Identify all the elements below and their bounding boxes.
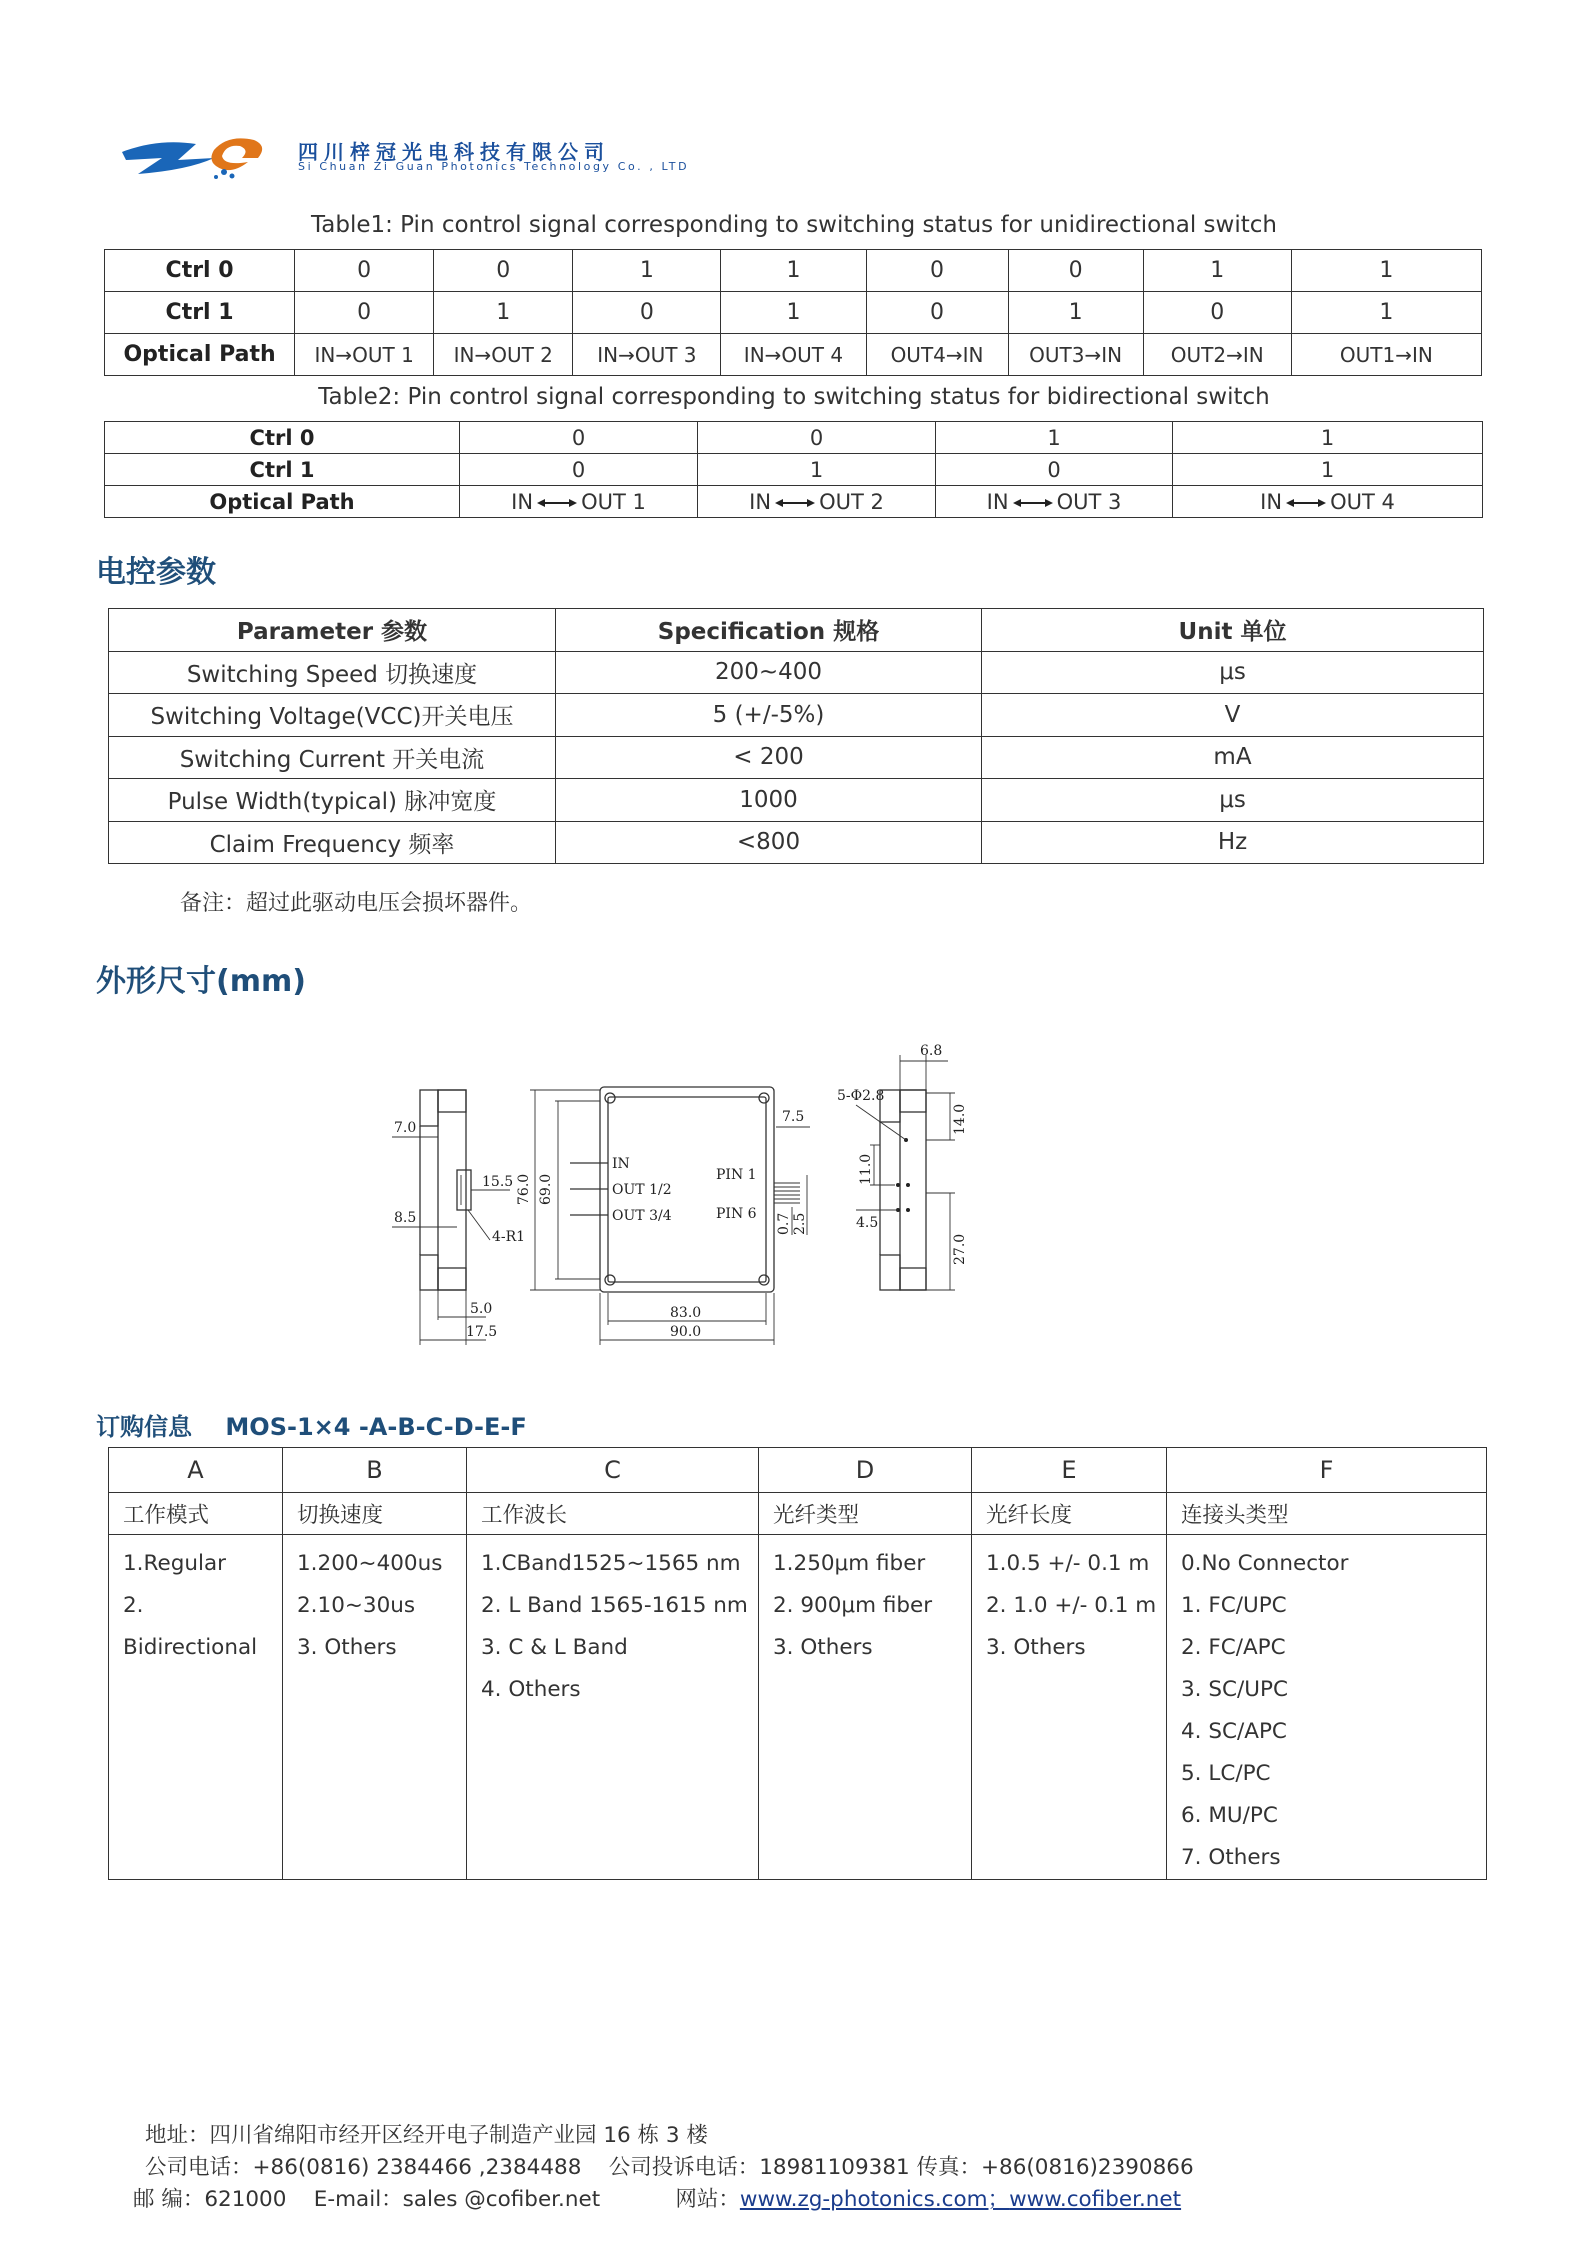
company-name-en: Si Chuan Zi Guan Photonics Technology Co. , LTD <box>298 160 690 173</box>
row-label: Optical Path <box>105 486 460 518</box>
dim-front-07: 0.7 <box>776 1212 792 1235</box>
table-cell: 0 <box>295 292 434 334</box>
path-from: IN <box>1260 489 1283 514</box>
option-letter: C <box>467 1448 759 1493</box>
table-cell: IN→OUT 2 <box>434 334 573 376</box>
dim-right-68: 6.8 <box>920 1043 943 1059</box>
table-label-row <box>109 1493 1487 1535</box>
table-cell: 1000 <box>556 779 982 822</box>
ordering-model: MOS-1×4 -A-B-C-D-E-F <box>225 1413 527 1441</box>
path-to: OUT 1 <box>581 489 646 514</box>
option-label: 光纤长度 <box>972 1493 1167 1535</box>
dim-front-75: 7.5 <box>782 1109 805 1125</box>
table-cell: 1 <box>1291 250 1481 292</box>
table-cell: 1 <box>936 422 1173 454</box>
option-item: 2. 900μm fiber <box>773 1593 933 1618</box>
table-cell: 1 <box>1291 292 1481 334</box>
option-letter: D <box>759 1448 972 1493</box>
table-cell: mA <box>982 736 1484 779</box>
option-letter: A <box>109 1448 283 1493</box>
table-cell: OUT2→IN <box>1143 334 1291 376</box>
table-cell: 1 <box>1173 454 1483 486</box>
table-cell: μs <box>982 651 1484 694</box>
table1-caption: Table1: Pin control signal corresponding to switching status for unidirectional switch <box>311 212 1277 238</box>
option-list <box>1167 1535 1487 1880</box>
table-cell: OUT1→IN <box>1291 334 1481 376</box>
table-row <box>105 334 1482 376</box>
footer-postcode: 邮 编：621000 <box>133 2187 287 2212</box>
dim-front-900: 90.0 <box>670 1324 702 1340</box>
row-label: Ctrl 0 <box>105 422 460 454</box>
table-cell: Claim Frequency 频率 <box>109 821 556 864</box>
footer-website-link-1[interactable]: www.zg-photonics.com； <box>739 2187 1010 2212</box>
option-item: 3. C & L Band <box>481 1635 628 1660</box>
option-item: 1. FC/UPC <box>1181 1593 1287 1618</box>
electrical-table <box>108 608 1484 864</box>
dim-side-175: 17.5 <box>466 1324 498 1340</box>
dim-right-140: 14.0 <box>952 1103 968 1135</box>
table-cell: 0 <box>866 250 1008 292</box>
table-cell: 0 <box>1143 292 1291 334</box>
table2-caption: Table2: Pin control signal corresponding to switching status for bidirectional switch <box>318 384 1270 410</box>
option-label: 工作波长 <box>467 1493 759 1535</box>
dim-side-155: 15.5 <box>482 1174 514 1190</box>
table-row <box>109 694 1484 737</box>
table-cell: 0 <box>460 454 698 486</box>
table-cell: 1 <box>721 292 866 334</box>
table-cell: V <box>982 694 1484 737</box>
dim-front-830: 83.0 <box>670 1305 702 1321</box>
table-cell: 0 <box>698 422 936 454</box>
option-item: Bidirectional <box>123 1635 258 1660</box>
label-pin6: PIN 6 <box>716 1206 757 1222</box>
option-list <box>109 1535 283 1880</box>
column-header: Parameter 参数 <box>109 609 556 652</box>
table-cell: Pulse Width(typical) 脉冲宽度 <box>109 779 556 822</box>
option-item: 3. SC/UPC <box>1181 1677 1288 1702</box>
dim-front-25: 2.5 <box>792 1212 808 1235</box>
option-item: 1.Regular <box>123 1551 226 1576</box>
table-row <box>109 821 1484 864</box>
ordering-table <box>108 1447 1487 1880</box>
footer-phones <box>145 2150 1194 2181</box>
option-list <box>972 1535 1167 1880</box>
table-cell: 1 <box>573 250 721 292</box>
table-row <box>105 422 1483 454</box>
table-cell: 0 <box>295 250 434 292</box>
table-cell: 0 <box>573 292 721 334</box>
table-cell: 0 <box>1008 250 1143 292</box>
bidirectional-arrow-icon <box>775 497 815 509</box>
table-cell: μs <box>982 779 1484 822</box>
option-item: 4. SC/APC <box>1181 1719 1287 1744</box>
path-to: OUT 3 <box>1056 489 1122 514</box>
dim-front-690: 69.0 <box>538 1173 554 1205</box>
option-item: 2. FC/APC <box>1181 1635 1286 1660</box>
table-cell: 1 <box>1143 250 1291 292</box>
table2 <box>104 421 1483 518</box>
electrical-heading: 电控参数 <box>96 555 216 590</box>
option-item: 1.CBand1525~1565 nm <box>481 1551 741 1576</box>
label-pin1: PIN 1 <box>716 1167 757 1183</box>
table-row <box>105 454 1483 486</box>
option-item: 3. Others <box>297 1635 397 1660</box>
ordering-title <box>96 1407 527 1442</box>
footer-address: 地址：四川省绵阳市经开区经开电子制造产业园 16 栋 3 楼 <box>145 2123 708 2148</box>
table-cell: 0 <box>936 454 1173 486</box>
dim-right-270: 27.0 <box>952 1233 968 1265</box>
table-row <box>105 250 1482 292</box>
label-out12: OUT 1/2 <box>612 1182 672 1198</box>
option-item: 1.200~400us <box>297 1551 443 1576</box>
option-item: 2. <box>123 1593 144 1618</box>
table-cell: IN→OUT 4 <box>721 334 866 376</box>
footer-contact <box>133 2182 1181 2213</box>
path-from: IN <box>511 489 534 514</box>
table-options-row <box>109 1535 1487 1880</box>
option-letter: E <box>972 1448 1167 1493</box>
option-item: 0.No Connector <box>1181 1551 1349 1576</box>
option-label: 光纤类型 <box>759 1493 972 1535</box>
electrical-note: 备注：超过此驱动电压会损坏器件。 <box>180 891 533 916</box>
bidirectional-arrow-icon <box>537 497 577 509</box>
table-cell: 0 <box>434 250 573 292</box>
footer-website-link-2[interactable]: www.cofiber.net <box>1009 2187 1182 2212</box>
table-cell: < 200 <box>556 736 982 779</box>
optical-path-cell <box>1173 486 1483 518</box>
table-header-row <box>109 609 1484 652</box>
column-header: Unit 单位 <box>982 609 1484 652</box>
dim-side-r1: 4-R1 <box>492 1229 526 1245</box>
column-header: Specification 规格 <box>556 609 982 652</box>
option-list <box>283 1535 467 1880</box>
table-cell: Switching Speed 切换速度 <box>109 651 556 694</box>
table-row <box>105 486 1483 518</box>
table-cell: Hz <box>982 821 1484 864</box>
option-list <box>467 1535 759 1880</box>
option-letter: B <box>283 1448 467 1493</box>
table-cell: IN→OUT 1 <box>295 334 434 376</box>
optical-path-cell <box>936 486 1173 518</box>
table-cell: <800 <box>556 821 982 864</box>
dimensions-heading: 外形尺寸(mm) <box>96 964 306 999</box>
table-row <box>109 736 1484 779</box>
dim-front-760: 76.0 <box>516 1173 532 1205</box>
table-row <box>109 651 1484 694</box>
optical-path-cell <box>460 486 698 518</box>
footer-website-label: 网站： <box>675 2187 740 2212</box>
table-cell: 1 <box>1173 422 1483 454</box>
table-cell: IN→OUT 3 <box>573 334 721 376</box>
dimension-drawing <box>380 1035 1240 1365</box>
option-item: 3. Others <box>773 1635 873 1660</box>
label-out34: OUT 3/4 <box>612 1208 672 1224</box>
footer-phone: 公司电话：+86(0816) 2384466 ,2384488 <box>145 2155 582 2180</box>
table-row <box>109 779 1484 822</box>
table-cell: 1 <box>721 250 866 292</box>
row-label: Ctrl 1 <box>105 454 460 486</box>
dim-right-110: 11.0 <box>858 1153 874 1185</box>
table1 <box>104 249 1482 376</box>
table-header-row <box>109 1448 1487 1493</box>
option-item: 2. L Band 1565-1615 nm <box>481 1593 748 1618</box>
ordering-title-cn: 订购信息 <box>96 1413 192 1441</box>
dim-right-phi: 5-Φ2.8 <box>837 1088 885 1104</box>
table-cell: 5 (+/-5%) <box>556 694 982 737</box>
option-label: 切换速度 <box>283 1493 467 1535</box>
option-item: 1.0.5 +/- 0.1 m <box>986 1551 1150 1576</box>
table-cell: 1 <box>434 292 573 334</box>
table-cell: Switching Voltage(VCC)开关电压 <box>109 694 556 737</box>
path-from: IN <box>749 489 772 514</box>
option-item: 5. LC/PC <box>1181 1761 1271 1786</box>
row-label: Ctrl 0 <box>105 250 295 292</box>
option-item: 2. 1.0 +/- 0.1 m <box>986 1593 1157 1618</box>
dim-side-85: 8.5 <box>394 1210 417 1226</box>
path-to: OUT 2 <box>819 489 884 514</box>
table-cell: Switching Current 开关电流 <box>109 736 556 779</box>
row-label: Ctrl 1 <box>105 292 295 334</box>
footer-complaint: 公司投诉电话：18981109381 传真：+86(0816)2390866 <box>608 2155 1194 2180</box>
option-label: 连接头类型 <box>1167 1493 1487 1535</box>
path-from: IN <box>986 489 1009 514</box>
option-label: 工作模式 <box>109 1493 283 1535</box>
option-letter: F <box>1167 1448 1487 1493</box>
table-cell: 0 <box>866 292 1008 334</box>
option-item: 2.10~30us <box>297 1593 416 1618</box>
option-item: 7. Others <box>1181 1845 1281 1870</box>
footer-email: E-mail：sales @cofiber.net <box>313 2187 601 2212</box>
option-item: 1.250μm fiber <box>773 1551 926 1576</box>
option-item: 4. Others <box>481 1677 581 1702</box>
path-to: OUT 4 <box>1330 489 1395 514</box>
option-list <box>759 1535 972 1880</box>
company-logo <box>118 130 278 182</box>
dim-side-7: 7.0 <box>394 1120 417 1136</box>
table-cell: OUT4→IN <box>866 334 1008 376</box>
bidirectional-arrow-icon <box>1013 497 1053 509</box>
label-in: IN <box>612 1156 630 1172</box>
table-cell: 1 <box>1008 292 1143 334</box>
table-row <box>105 292 1482 334</box>
dim-side-50: 5.0 <box>470 1301 493 1317</box>
bidirectional-arrow-icon <box>1286 497 1326 509</box>
front-view <box>516 1087 810 1345</box>
row-label: Optical Path <box>105 334 295 376</box>
dim-right-45: 4.5 <box>856 1215 879 1231</box>
option-item: 6. MU/PC <box>1181 1803 1278 1828</box>
company-name-cn: 四川梓冠光电科技有限公司 <box>298 140 610 164</box>
table-cell: 1 <box>698 454 936 486</box>
table-cell: 0 <box>460 422 698 454</box>
option-item: 3. Others <box>986 1635 1086 1660</box>
side-view <box>392 1090 525 1345</box>
table-cell: 200~400 <box>556 651 982 694</box>
right-view <box>837 1043 968 1290</box>
table-cell: OUT3→IN <box>1008 334 1143 376</box>
optical-path-cell <box>698 486 936 518</box>
